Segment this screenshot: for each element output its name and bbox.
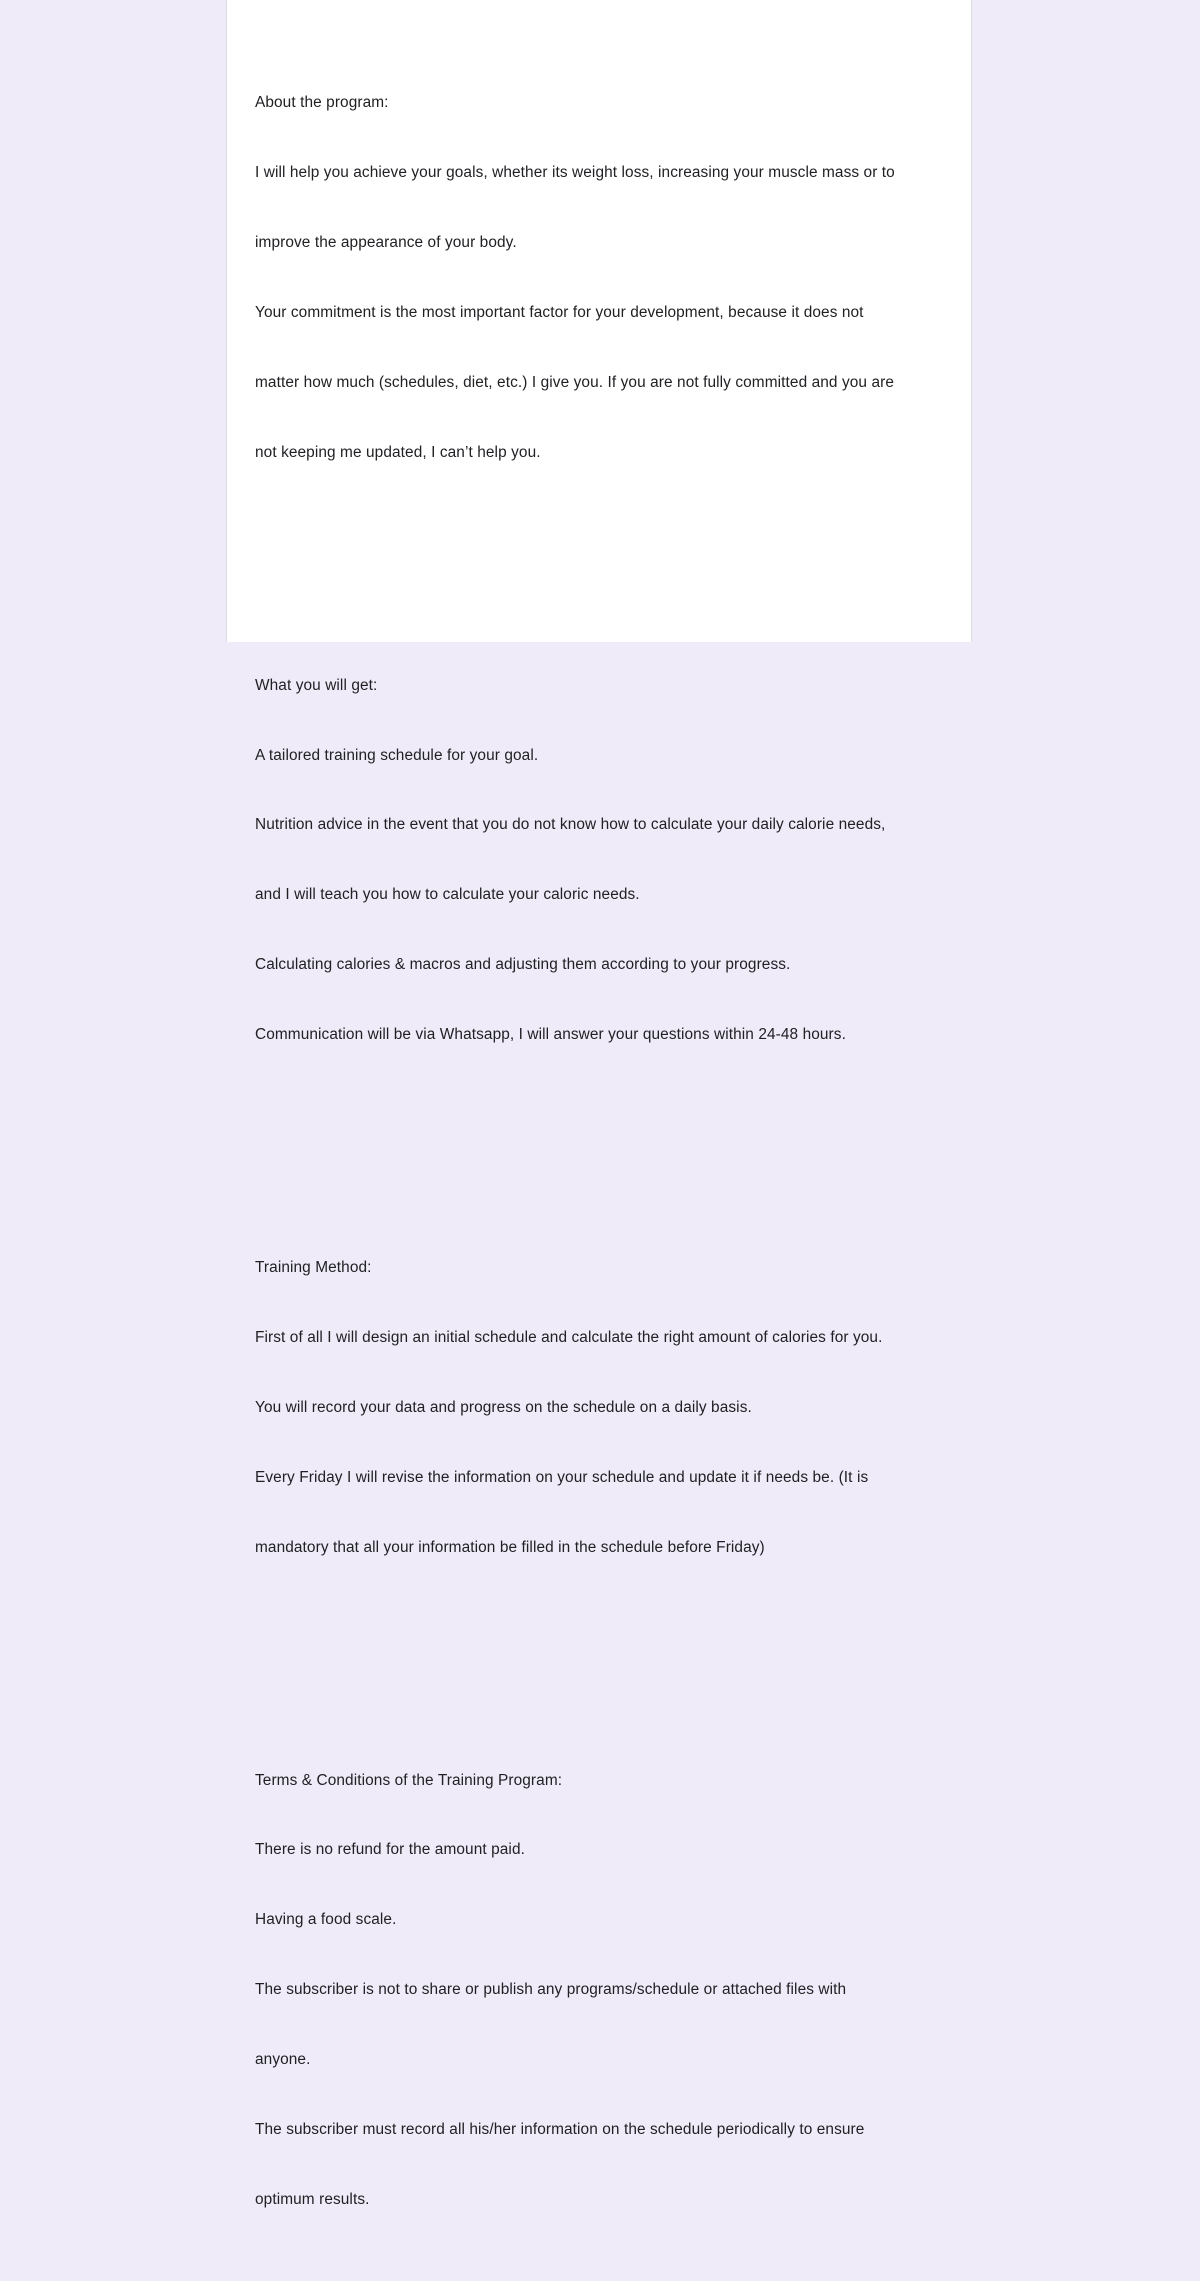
description-line: The subscriber must record all his/her information on the schedule periodically to ensure (255, 2121, 865, 2139)
description-line: anyone. (255, 2051, 311, 2069)
paragraph-spacer (255, 1652, 955, 1675)
description-line: optimum results. (255, 2190, 370, 2208)
section-heading: What you will get: (255, 676, 378, 694)
section-heading: Training Method: (255, 1259, 372, 1277)
what-you-get-section (255, 627, 955, 1093)
paragraph-spacer (255, 1140, 955, 1163)
form-description (255, 0, 955, 2281)
description-line: I will help you achieve your goals, whether its weight loss, increasing your muscle mass or to (255, 164, 895, 182)
description-line: A tailored training schedule for your goal. (255, 746, 539, 764)
description-line: and I will teach you how to calculate your caloric needs. (255, 886, 640, 904)
description-line: not keeping me updated, I can’t help you. (255, 443, 541, 461)
description-line: You will record your data and progress on the schedule on a daily basis. (255, 1398, 752, 1416)
paragraph-spacer (255, 557, 955, 580)
section-heading: Terms & Conditions of the Training Program: (255, 1771, 563, 1789)
description-line: There is no refund for the amount paid. (255, 1841, 525, 1859)
description-line: First of all I will design an initial schedule and calculate the right amount of calories for you. (255, 1328, 883, 1346)
training-method-section (255, 1209, 955, 1605)
section-heading: About the program: (255, 94, 389, 112)
terms-section (255, 1722, 955, 2258)
description-line: Calculating calories & macros and adjusting them according to your progress. (255, 956, 791, 974)
description-line: matter how much (schedules, diet, etc.) I give you. If you are not fully committed and you are (255, 373, 895, 391)
description-line: Communication will be via Whatsapp, I will answer your questions within 24-48 hours. (255, 1026, 846, 1044)
about-program-section (255, 45, 955, 511)
description-line: Having a food scale. (255, 1911, 397, 1929)
description-line: Every Friday I will revise the information on your schedule and update it if needs be. (It is (255, 1468, 869, 1486)
description-line: Your commitment is the most important factor for your development, because it does not (255, 303, 864, 321)
description-line: improve the appearance of your body. (255, 233, 517, 251)
description-line: mandatory that all your information be filled in the schedule before Friday) (255, 1538, 765, 1556)
description-line: The subscriber is not to share or publish any programs/schedule or attached files with (255, 1981, 847, 1999)
description-line: Nutrition advice in the event that you do not know how to calculate your daily calorie needs, (255, 816, 886, 834)
